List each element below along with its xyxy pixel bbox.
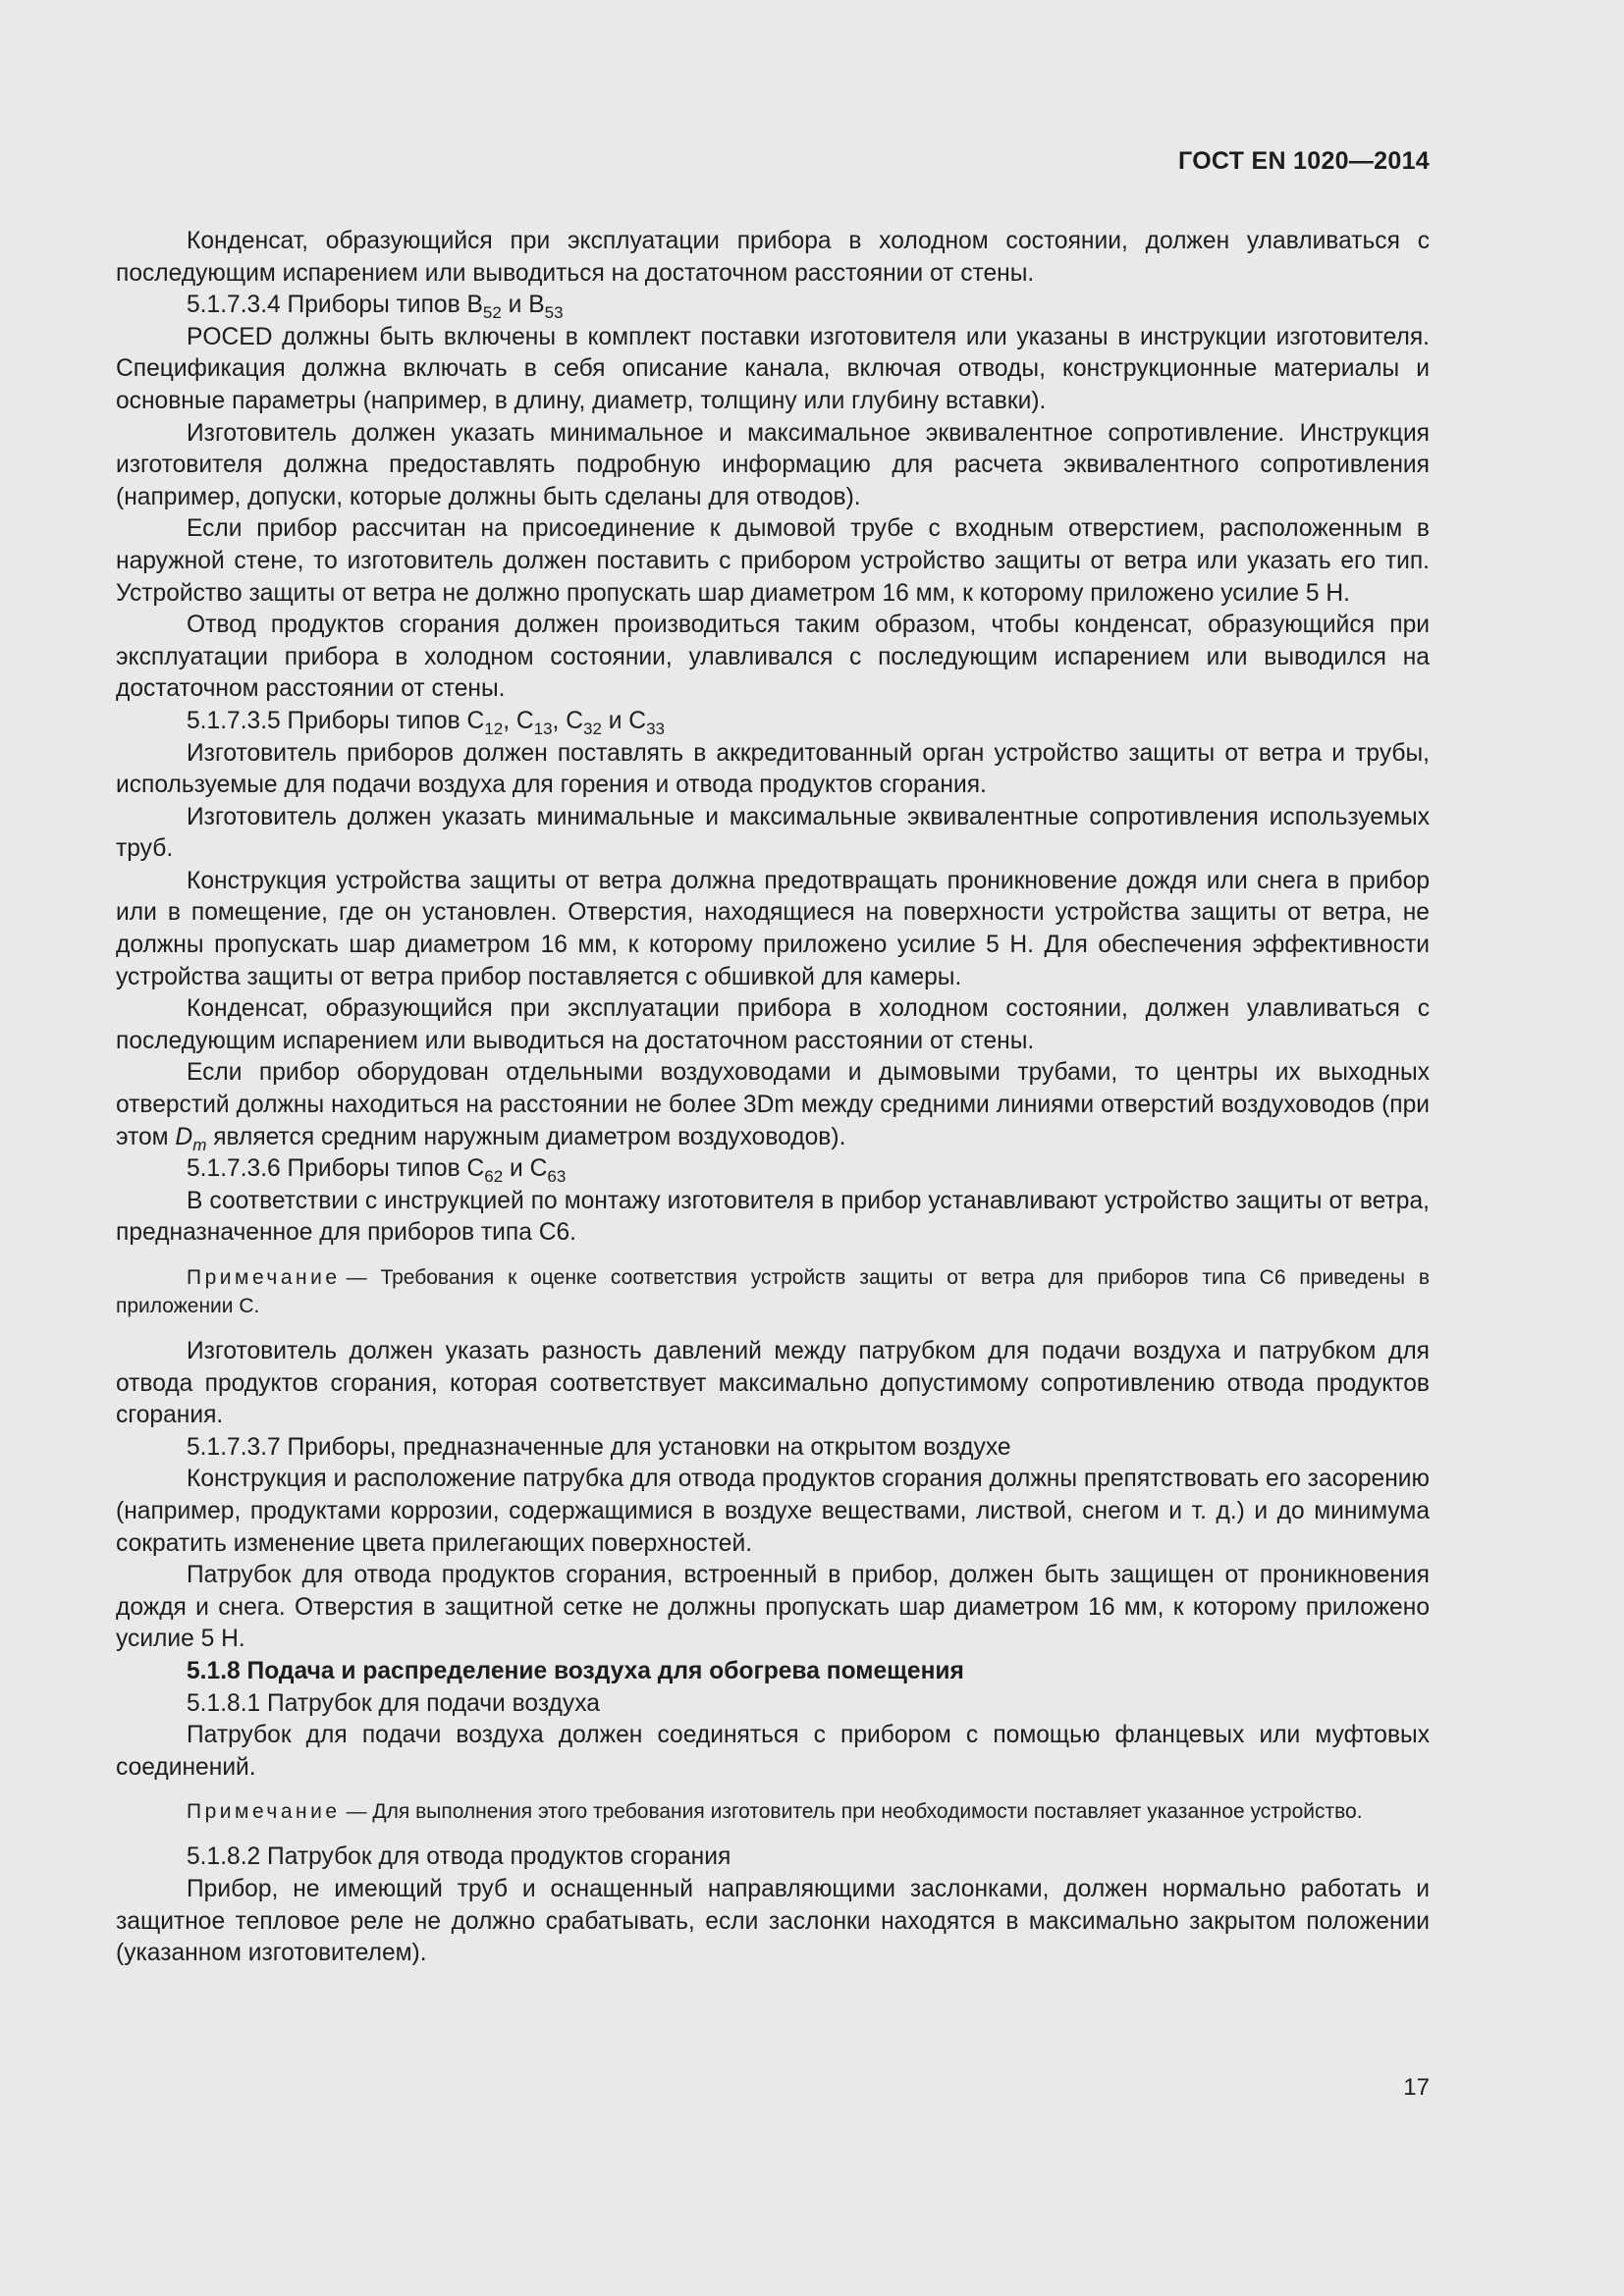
paragraph: POCED должны быть включены в комплект поставки изготовителя или указаны в инструкции изготовителя. Спецификация должна включать в себя описание канала, включая отводы, конструкционные материалы и основные параметры (например, в длину, диаметр, толщину или глубину вставки).	[116, 323, 1430, 414]
paragraph: Конденсат, образующийся при эксплуатации прибора в холодном состоянии, должен улавливаться с последующим испарением или выводиться на достаточном расстоянии от стены.	[116, 995, 1430, 1054]
paragraph: Патрубок для подачи воздуха должен соединяться с прибором с помощью фланцевых или муфтовых соединений.	[116, 1722, 1430, 1781]
section-heading-5-1-8: 5.1.8 Подача и распределение воздуха для обогрева помещения	[187, 1657, 964, 1684]
page-number: 17	[1403, 2074, 1430, 2101]
section-heading-5-1-7-3-7: 5.1.7.3.7 Приборы, предназначенные для установки на открытом воздухе	[187, 1433, 1011, 1461]
paragraph: Изготовитель должен указать разность давлений между патрубком для подачи воздуха и патрубком для отвода продуктов сгорания, которая соответствует максимально допустимому сопротивлению отвода продуктов сгорания.	[116, 1338, 1430, 1429]
paragraph: Изготовитель должен указать минимальное и максимальное эквивалентное сопротивление. Инструкция изготовителя должна предоставлять подробную информацию для расчета эквивалентного сопротивления (например, допуски, которые должны быть сделаны для отводов).	[116, 419, 1430, 510]
section-heading-5-1-7-3-5: 5.1.7.3.5 Приборы типов $С_{12}$, $С_{13}$, $С_{32}$ и $С_{33}$	[187, 707, 665, 738]
note-text: — Требования к оценке соответствия устройств защиты от ветра для приборов типа С6 приведены в приложении С.	[116, 1266, 1430, 1317]
note	[116, 1263, 1430, 1320]
paragraph: Если прибор рассчитан на присоединение к дымовой трубе с входным отверстием, расположенным в наружной стене, то изготовитель должен поставить с прибором устройство защиты от ветра или указать его тип. Устройство защиты от ветра не должно пропускать шар диаметром 16 мм, к которому приложено усилие 5 Н.	[116, 515, 1430, 607]
note	[116, 1797, 1430, 1826]
note-label: Примечание	[187, 1266, 341, 1289]
paragraph: Конструкция устройства защиты от ветра должна предотвращать проникновение дождя или снега в прибор или в помещение, где он установлен. Отверстия, находящиеся на поверхности устройства защиты от ветра, не должны пропускать шар диаметром 16 мм, к которому приложено усилие 5 Н. Для обеспечения эффективности устройства защиты от ветра прибор поставляется с обшивкой для камеры.	[116, 867, 1430, 990]
note-label: Примечание	[187, 1800, 341, 1824]
document-header: ГОСТ EN 1020—2014	[1178, 147, 1430, 175]
paragraph: Отвод продуктов сгорания должен производиться таким образом, чтобы конденсат, образующийся при эксплуатации прибора в холодном состоянии, улавливался с последующим испарением или выводился на достаточном расстоянии от стены.	[116, 612, 1430, 703]
document-body	[116, 226, 1430, 1970]
paragraph: Патрубок для отвода продуктов сгорания, встроенный в прибор, должен быть защищен от проникновения дождя и снега. Отверстия в защитной сетке не должны пропускать шар диаметром 16 мм, к которому приложено усилие 5 Н.	[116, 1562, 1430, 1653]
section-heading-5-1-8-2: 5.1.8.2 Патрубок для отвода продуктов сгорания	[187, 1843, 731, 1871]
paragraph: Конденсат, образующийся при эксплуатации прибора в холодном состоянии, должен улавливаться с последующим испарением или выводиться на достаточном расстоянии от стены.	[116, 228, 1430, 287]
note-text: — Для выполнения этого требования изготовитель при необходимости поставляет указанное устройство.	[346, 1800, 1363, 1824]
paragraph: Прибор, не имеющий труб и оснащенный направляющими заслонками, должен нормально работать и защитное тепловое реле не должно срабатывать, если заслонки находятся в максимально закрытом положении (указанном изготовителем).	[116, 1875, 1430, 1967]
section-heading-5-1-7-3-4: 5.1.7.3.4 Приборы типов $В_{52}$ и $В_{53}$	[187, 292, 564, 323]
paragraph: В соответствии с инструкцией по монтажу изготовителя в прибор устанавливают устройство защиты от ветра, предназначенное для приборов типа С6.	[116, 1187, 1430, 1247]
paragraph: Конструкция и расположение патрубка для отвода продуктов сгорания должны препятствовать его засорению (например, продуктами коррозии, содержащимися в воздухе веществами, листвой, снегом и т. д.) и до минимума сократить изменение цвета прилегающих поверхностей.	[116, 1466, 1430, 1557]
section-heading-5-1-8-1: 5.1.8.1 Патрубок для подачи воздуха	[187, 1689, 600, 1717]
paragraph: Изготовитель приборов должен поставлять в аккредитованный орган устройство защиты от ветра и трубы, используемые для подачи воздуха для горения и отвода продуктов сгорания.	[116, 739, 1430, 799]
section-heading-5-1-7-3-6: 5.1.7.3.6 Приборы типов $С_{62}$ и $С_{63}$	[187, 1155, 567, 1187]
paragraph: Изготовитель должен указать минимальные и максимальные эквивалентные сопротивления используемых труб.	[116, 803, 1430, 863]
paragraph-dm: Если прибор оборудован отдельными воздуховодами и дымовыми трубами, то центры их выходных отверстий должны находиться на расстоянии не более 3Dm между средними линиями отверстий воздуховодов (при этом $D_m$ является средним наружным диаметром воздуховодов).	[116, 1059, 1430, 1154]
